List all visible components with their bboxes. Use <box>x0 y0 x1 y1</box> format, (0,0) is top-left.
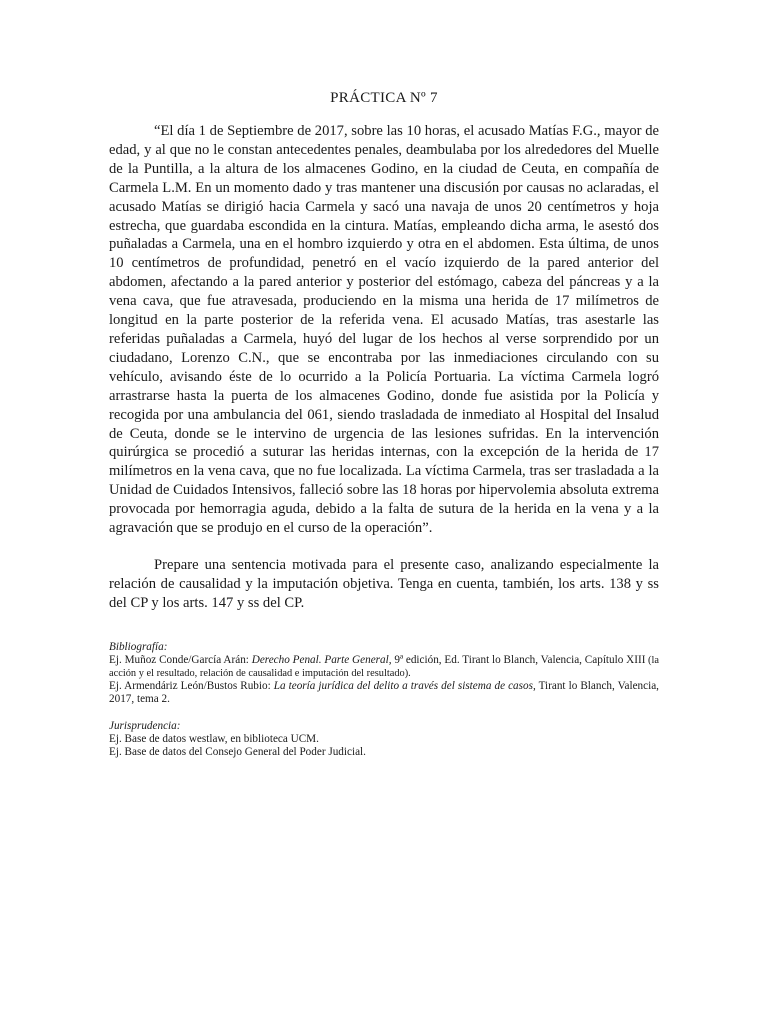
bibliography-heading: Bibliografía: <box>109 640 168 653</box>
references-section <box>109 641 659 759</box>
jurisprudence-item: Ej. Base de datos westlaw, en biblioteca UCM. <box>109 732 319 745</box>
bibliography-item: Ej. Armendáriz León/Bustos Rubio: La teoría jurídica del delito a través del sistema de casos, Tirant lo Blanch, Valencia, 2017, tema 2. <box>109 679 659 705</box>
document-title: PRÁCTICA Nº 7 <box>330 90 438 106</box>
case-description-paragraph: “El día 1 de Septiembre de 2017, sobre las 10 horas, el acusado Matías F.G., mayor de edad, y al que no le constan antecedentes penales, deambulaba por los alrededores del Muelle de la Puntilla, a la altura de los almacenes Godino, en la ciudad de Ceuta, en compañía de Carmela L.M. En un momento dado y tras mantener una discusión por causas no aclaradas, el acusado Matías se dirigió hacia Carmela y sacó una navaja de unos 20 centímetros y hoja estrecha, que guardaba escondida en la cintura. Matías, empleando dicha arma, le asestó dos puñaladas a Carmela, una en el hombro izquierdo y otra en el abdomen. Esta última, de unos 10 centímetros de profundidad, penetró en el vacío izquierdo de la pared anterior del abdomen, afectando a la pared anterior y posterior del estómago, cabeza del páncreas y a la vena cava, que fue atravesada, produciendo en la misma una herida de 17 milímetros de longitud en la parte posterior de la referida vena. El acusado Matías, tras asestarle las referidas puñaladas a Carmela, huyó del lugar de los hechos al verse sorprendido por un ciudadano, Lorenzo C.N., que se encontraba por las inmediaciones circulando con su vehículo, avisando éste de lo ocurrido a la Policía Portuaria. La víctima Carmela logró arrastrarse hasta la puerta de los almacenes Godino, donde fue asistida por la Policía y recogida por una ambulancia del 061, siendo trasladada de inmediato al Hospital del Insalud de Ceuta, donde se le intervino de urgencia de las lesiones sufridas. En la intervención quirúrgica se procedió a suturar las heridas internas, con la excepción de la herida de 17 milímetros en la vena cava, que no fue localizada. La víctima Carmela, tras ser trasladada a la Unidad de Cuidados Intensivos, falleció sobre las 18 horas por hipervolemia absoluta extrema provocada por hemorragia aguda, debido a la falta de sutura de la herida en la vena y a la agravación que se produjo en el curso de la operación”. <box>109 123 659 537</box>
task-instructions-paragraph: Prepare una sentencia motivada para el presente caso, analizando especialmente la relación de causalidad y la imputación objetiva. Tenga en cuenta, también, los arts. 138 y ss del CP y los arts. 147 y ss del CP. <box>109 556 659 611</box>
document-page <box>109 82 659 759</box>
jurisprudence-heading: Jurisprudencia: <box>109 719 181 732</box>
jurisprudence-item: Ej. Base de datos del Consejo General del Poder Judicial. <box>109 745 366 758</box>
bibliography-item: Ej. Muñoz Conde/García Arán: Derecho Penal. Parte General, 9ª edición, Ed. Tirant lo Blanch, Valencia, Capítulo XIII (la acción y el resultado, relación de causalidad e imputación del resultado). <box>109 653 660 679</box>
